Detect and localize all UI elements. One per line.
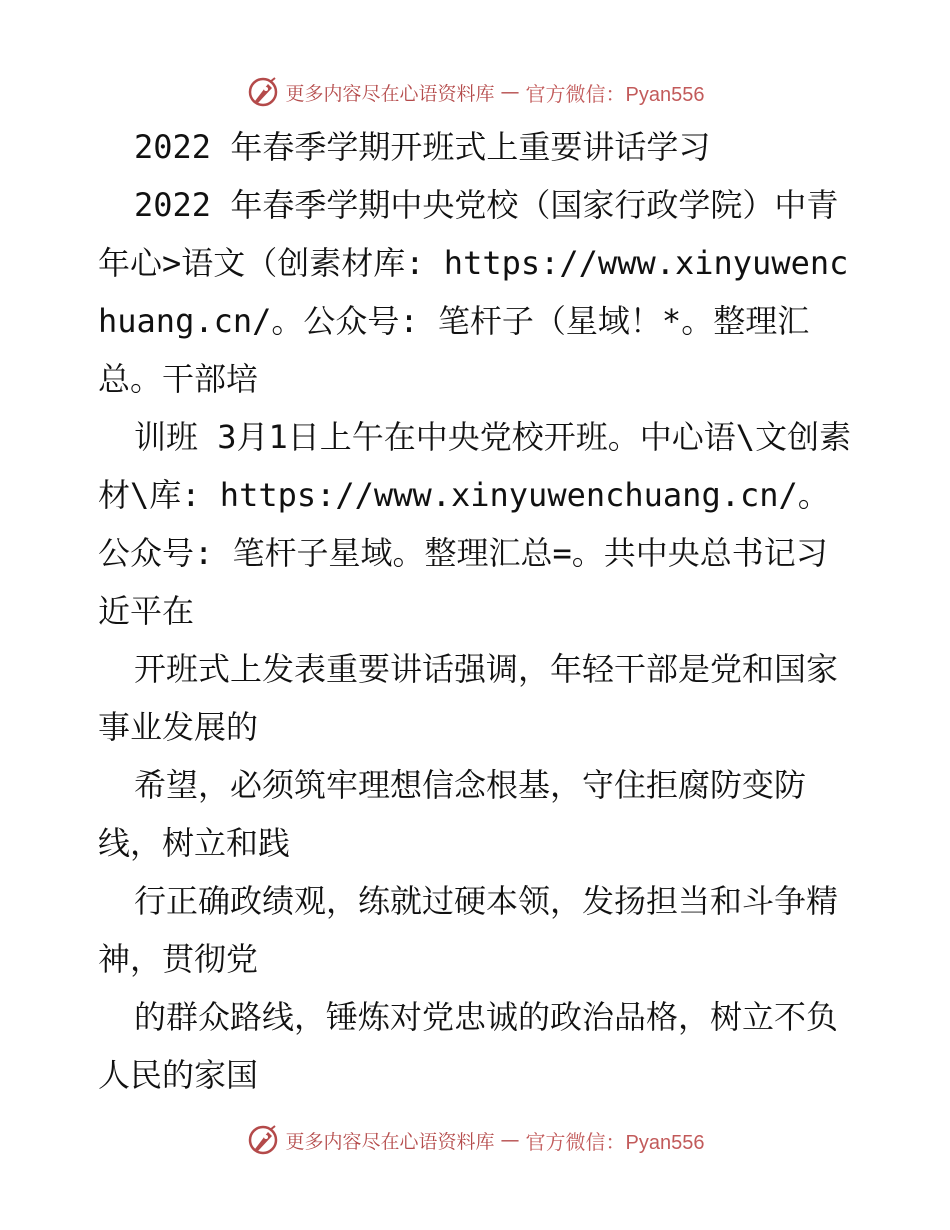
- banner-main-text: 更多内容尽在心语资料库: [285, 1130, 495, 1153]
- banner-wechat-text: 官方微信：Pyan556: [525, 83, 705, 106]
- paragraph-title: 2022 年春季学期开班式上重要讲话学习: [134, 128, 711, 166]
- paragraph: 希望，必须筑牢理想信念根基，守住拒腐防变防线，树立和践: [98, 766, 807, 862]
- banner-wechat-text: 官方微信：Pyan556: [525, 1131, 705, 1154]
- paragraph: 的群众路线，锤炼对党忠诚的政治品格，树立不负人民的家国: [98, 998, 839, 1094]
- paragraph: 训班 3月1日上午在中央党校开班。中心语\文创素材\库: https://www.xinyuwenchuang.cn/。公众号: 笔杆子星域。整理汇总=。共中央总书记习近平在: [98, 418, 852, 630]
- pen-nib-circle-icon: [246, 75, 280, 109]
- paragraph: 行正确政绩观，练就过硬本领，发扬担当和斗争精神，贯彻党: [98, 882, 839, 978]
- banner-main-text: 更多内容尽在心语资料库: [285, 82, 495, 105]
- footer-banner: [0, 1120, 950, 1160]
- banner-separator: —: [500, 1129, 520, 1151]
- pen-nib-circle-icon: [246, 1123, 280, 1157]
- banner-separator: —: [500, 81, 520, 103]
- document-body: [98, 118, 858, 1104]
- paragraph: 开班式上发表重要讲话强调，年轻干部是党和国家事业发展的: [98, 650, 839, 746]
- header-banner: [0, 72, 950, 112]
- paragraph: 2022 年春季学期中央党校（国家行政学院）中青年心>语文（创素材库: https://www.xinyuwenchuang.cn/。公众号: 笔杆子（星域！*。整理汇总。干部培: [98, 186, 849, 398]
